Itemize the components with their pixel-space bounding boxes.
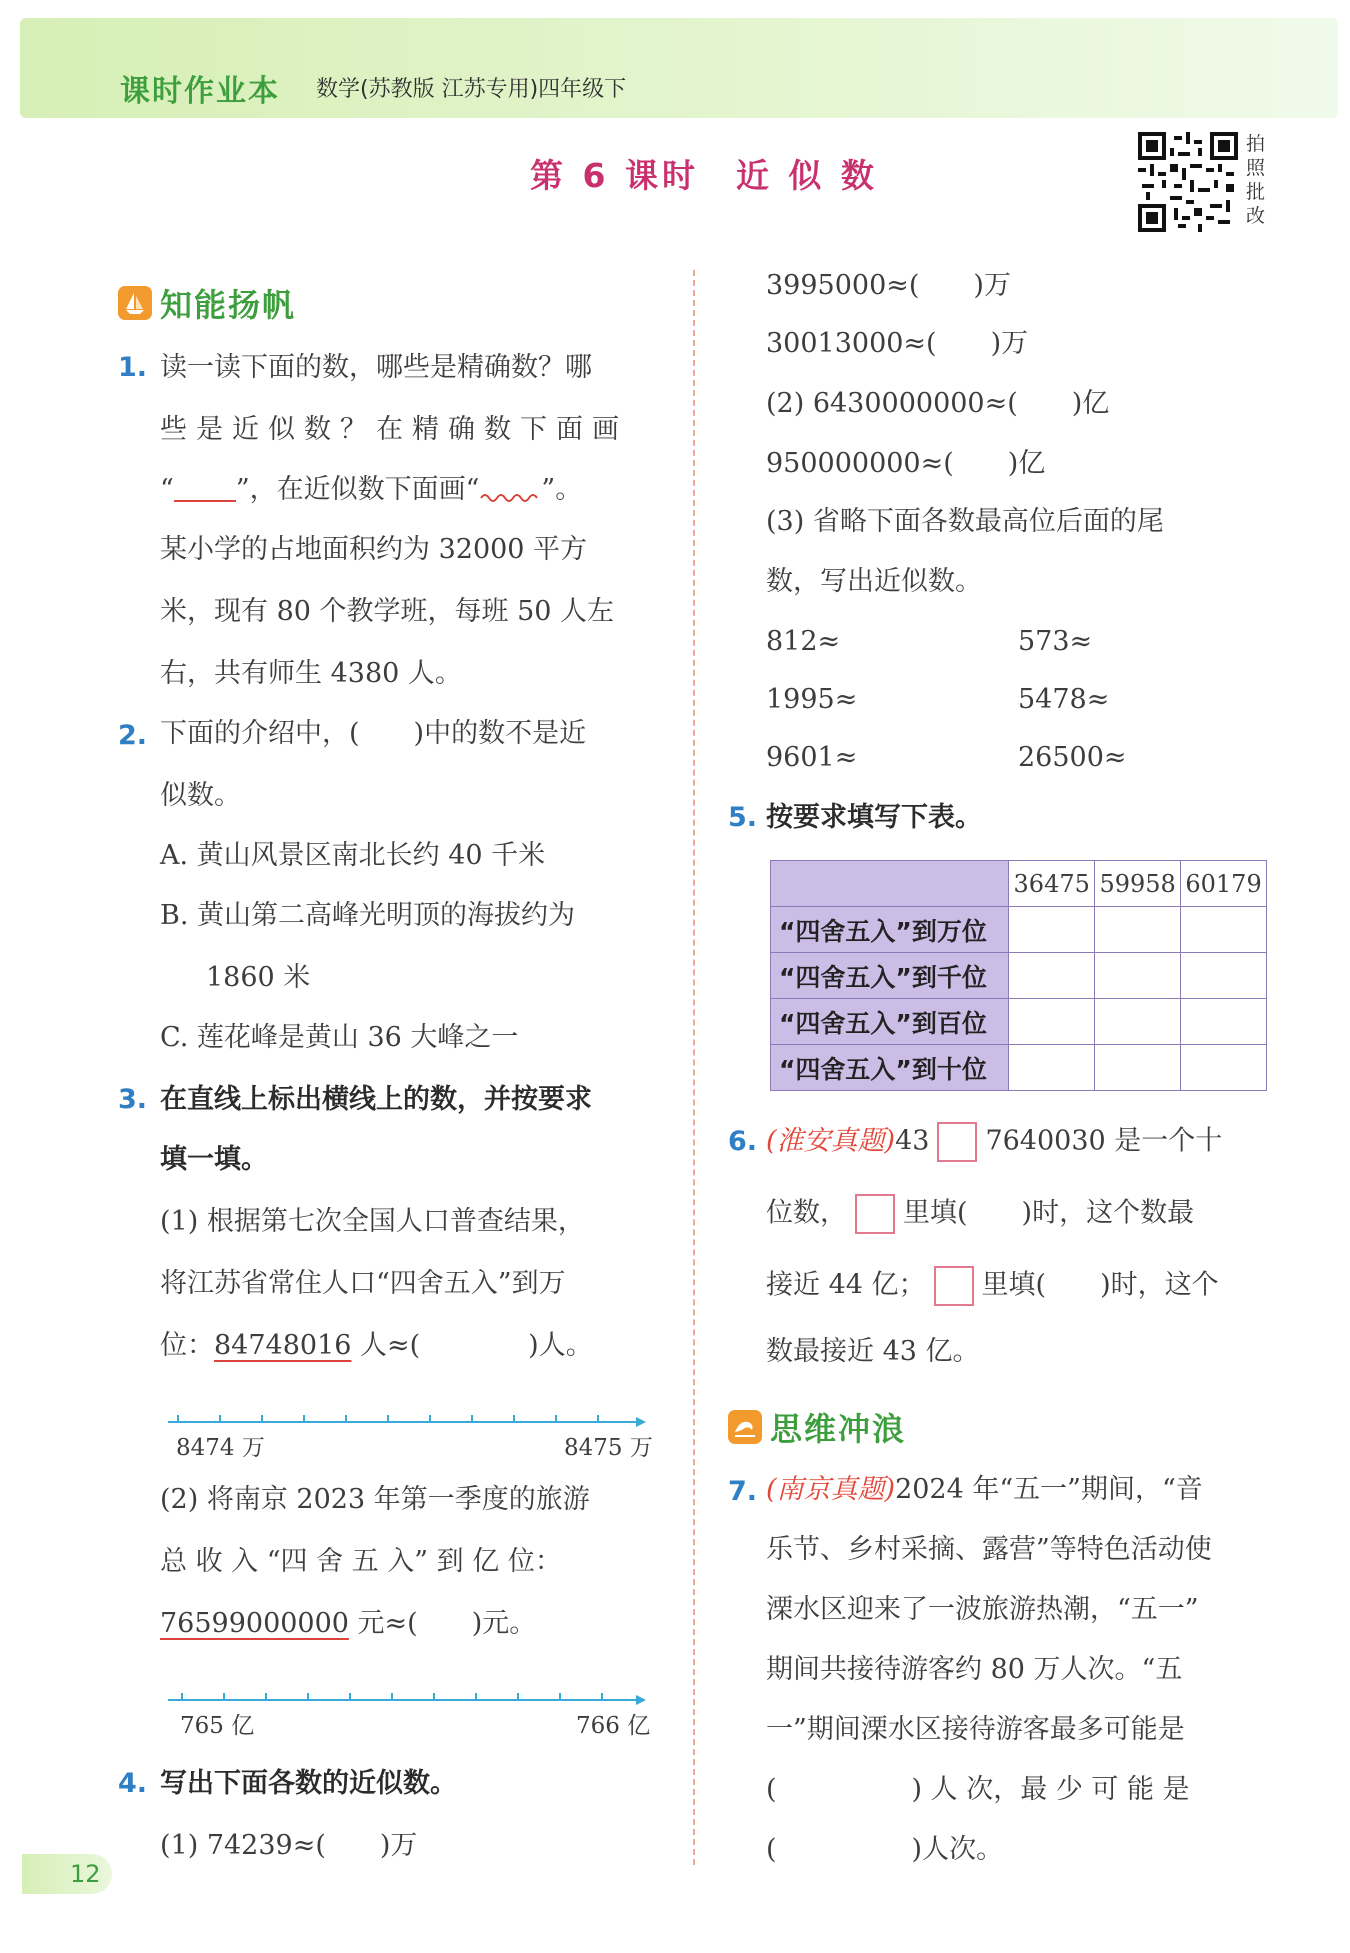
column-divider — [693, 270, 695, 1865]
q3-part1-line: 将江苏省常住人口“四舍五入”到万 — [160, 1268, 566, 1299]
q2-option-a[interactable]: A. 黄山风景区南北长约 40 千米 — [160, 840, 546, 871]
number-line-1-right-label: 8475 万 — [564, 1435, 653, 1461]
number-line-axis — [168, 1690, 648, 1710]
q1-line: 右，共有师生 4380 人。 — [160, 658, 462, 689]
q3-part2-line-3 — [160, 1606, 536, 1642]
source-tag: (淮安真题) — [766, 1125, 896, 1157]
page-number: 12 — [22, 1854, 112, 1894]
q4-part3-line: (3) 省略下面各数最高位后面的尾 — [766, 506, 1164, 537]
q3-part1-line-3 — [160, 1328, 593, 1364]
q7-line: 乐节、乡村采摘、露营”等特色活动使 — [766, 1534, 1212, 1565]
question-number: 2. — [118, 720, 148, 751]
table-row — [771, 907, 1267, 953]
digit-box[interactable] — [934, 1266, 974, 1306]
question-number: 1. — [118, 352, 148, 383]
q6-text: 位数， — [766, 1197, 847, 1229]
q7-line: 溧水区迎来了一波旅游热潮，“五一” — [766, 1594, 1199, 1625]
question-number: 3. — [118, 1084, 148, 1115]
question-number: 7. — [728, 1476, 758, 1507]
wave-icon — [728, 1410, 762, 1444]
table-row-header: “四舍五入”到万位 — [771, 907, 1009, 953]
table-row-header: “四舍五入”到百位 — [771, 999, 1009, 1045]
q7-line: 期间共接待游客约 80 万人次。“五 — [766, 1654, 1183, 1685]
table-column-header: 36475 — [1009, 861, 1095, 907]
q7-answer-min[interactable]: ( )人次。 — [766, 1834, 1004, 1865]
question-number: 6. — [728, 1126, 758, 1157]
q1-line: 米，现有 80 个教学班，每班 50 人左 — [160, 596, 615, 627]
q7-line-1 — [766, 1472, 1203, 1508]
q6-line-3 — [766, 1266, 1219, 1306]
quote-open: “ — [160, 474, 174, 505]
section-title: 思维冲浪 — [770, 1410, 907, 1448]
q6-text: 接近 44 亿； — [766, 1269, 926, 1301]
number-line-axis — [168, 1412, 648, 1432]
table-answer-cell[interactable] — [1095, 1045, 1181, 1091]
q3-title-cont: 填一填。 — [160, 1144, 268, 1175]
q7-line: 一”期间溧水区接待游客最多可能是 — [766, 1714, 1185, 1745]
answer-blank[interactable]: 里填( )时，这个数最 — [903, 1197, 1195, 1229]
q3-part1-line: (1) 根据第七次全国人口普查结果， — [160, 1206, 585, 1237]
q4-approx-item[interactable]: 26500≈ — [1018, 742, 1127, 773]
table-column-header: 59958 — [1095, 861, 1181, 907]
digit-box[interactable] — [855, 1194, 895, 1234]
number-line-1-left-label: 8474 万 — [176, 1435, 265, 1461]
table-answer-cell[interactable] — [1009, 1045, 1095, 1091]
number-line-2-right-label: 766 亿 — [576, 1713, 651, 1739]
q6-line-4: 数最接近 43 亿。 — [766, 1336, 980, 1367]
q4-item[interactable]: 3995000≈( )万 — [766, 270, 1011, 301]
table-corner-cell — [771, 861, 1009, 907]
q6-text: 43 — [895, 1125, 930, 1157]
table-row-header: “四舍五入”到千位 — [771, 953, 1009, 999]
q5-title: 按要求填写下表。 — [766, 802, 982, 833]
q3-part2-line: 总 收 入 “四 舍 五 入” 到 亿 位： — [160, 1546, 562, 1577]
q4-approx-item[interactable]: 1995≈ — [766, 684, 858, 715]
q4-item[interactable]: (2) 6430000000≈( )亿 — [766, 388, 1110, 419]
underlined-number: 76599000000 — [160, 1608, 349, 1639]
section-title: 知能扬帆 — [160, 286, 297, 324]
qr-code-icon[interactable] — [1138, 132, 1238, 232]
q4-approx-item[interactable]: 5478≈ — [1018, 684, 1110, 715]
wavy-underline-sample — [479, 480, 541, 502]
q6-line-2 — [766, 1194, 1194, 1234]
q1-line: 读一读下面的数，哪些是精确数？哪 — [160, 352, 592, 383]
quote-close: ”。 — [541, 474, 583, 505]
section-heading-2 — [728, 1404, 906, 1450]
table-answer-cell[interactable] — [1009, 907, 1095, 953]
q4-approx-item[interactable]: 812≈ — [766, 626, 841, 657]
q7-answer-max[interactable]: ( ) 人 次，最 少 可 能 是 — [766, 1774, 1190, 1805]
table-column-header: 60179 — [1181, 861, 1267, 907]
rounding-table — [770, 860, 1267, 1091]
table-row-header: “四舍五入”到十位 — [771, 1045, 1009, 1091]
answer-blank[interactable]: 人≈( )人。 — [351, 1330, 593, 1361]
q4-item[interactable]: (1) 74239≈( )万 — [160, 1830, 418, 1861]
q3-title: 在直线上标出横线上的数，并按要求 — [160, 1084, 592, 1115]
q4-approx-item[interactable]: 9601≈ — [766, 742, 858, 773]
q3-part2-line: (2) 将南京 2023 年第一季度的旅游 — [160, 1484, 590, 1515]
sail-icon — [118, 286, 152, 320]
q2-line: 似数。 — [160, 780, 241, 811]
answer-blank[interactable]: 里填( )时，这个 — [981, 1269, 1219, 1301]
underlined-number: 84748016 — [214, 1330, 352, 1361]
question-number: 4. — [118, 1768, 148, 1799]
section-heading-1 — [118, 280, 296, 326]
number-line-2-left-label: 765 亿 — [180, 1713, 255, 1739]
table-answer-cell[interactable] — [1181, 1045, 1267, 1091]
lesson-title: 第 6 课时 近 似 数 — [530, 156, 878, 195]
q4-part3-line: 数，写出近似数。 — [766, 566, 982, 597]
source-tag: (南京真题) — [766, 1474, 896, 1505]
answer-blank[interactable]: 元≈( )元。 — [348, 1608, 537, 1639]
table-answer-cell[interactable] — [1009, 999, 1095, 1045]
q2-option-b-cont: 1860 米 — [206, 962, 311, 993]
q2-option-c[interactable]: C. 莲花峰是黄山 36 大峰之一 — [160, 1022, 519, 1053]
table-answer-cell[interactable] — [1181, 907, 1267, 953]
q4-approx-item[interactable]: 573≈ — [1018, 626, 1093, 657]
solid-underline-sample — [174, 480, 236, 502]
q6-text: 7640030 是一个十 — [985, 1125, 1223, 1157]
table-answer-cell[interactable] — [1095, 907, 1181, 953]
qr-label: 拍照批改 — [1246, 133, 1266, 227]
q1-line-3 — [160, 472, 582, 508]
question-number: 5. — [728, 802, 758, 833]
table-answer-cell[interactable] — [1095, 999, 1181, 1045]
book-subtitle: 数学(苏教版 江苏专用)四年级下 — [316, 77, 627, 102]
brand-title: 课时作业本 — [120, 74, 280, 109]
q4-item[interactable]: 30013000≈( )万 — [766, 328, 1029, 359]
table-answer-cell[interactable] — [1095, 953, 1181, 999]
table-row — [771, 953, 1267, 999]
q2-option-b[interactable]: B. 黄山第二高峰光明顶的海拔约为 — [160, 900, 576, 931]
q2-line: 下面的介绍中，( )中的数不是近 — [160, 718, 587, 749]
table-header-row — [771, 861, 1267, 907]
table-row — [771, 1045, 1267, 1091]
table-answer-cell[interactable] — [1009, 953, 1095, 999]
label-text: 位： — [160, 1330, 214, 1361]
q7-text: 2024 年“五一”期间，“音 — [895, 1474, 1203, 1505]
table-row — [771, 999, 1267, 1045]
digit-box[interactable] — [937, 1122, 977, 1162]
q4-title: 写出下面各数的近似数。 — [160, 1768, 457, 1799]
q1-line-text: ”，在近似数下面画“ — [235, 474, 480, 505]
table-answer-cell[interactable] — [1181, 999, 1267, 1045]
q6-line-1 — [766, 1122, 1222, 1162]
table-answer-cell[interactable] — [1181, 953, 1267, 999]
q4-item[interactable]: 950000000≈( )亿 — [766, 448, 1046, 479]
q1-line: 些是近似数？在精确数下面画 — [160, 414, 628, 445]
q1-line: 某小学的占地面积约为 32000 平方 — [160, 534, 588, 565]
